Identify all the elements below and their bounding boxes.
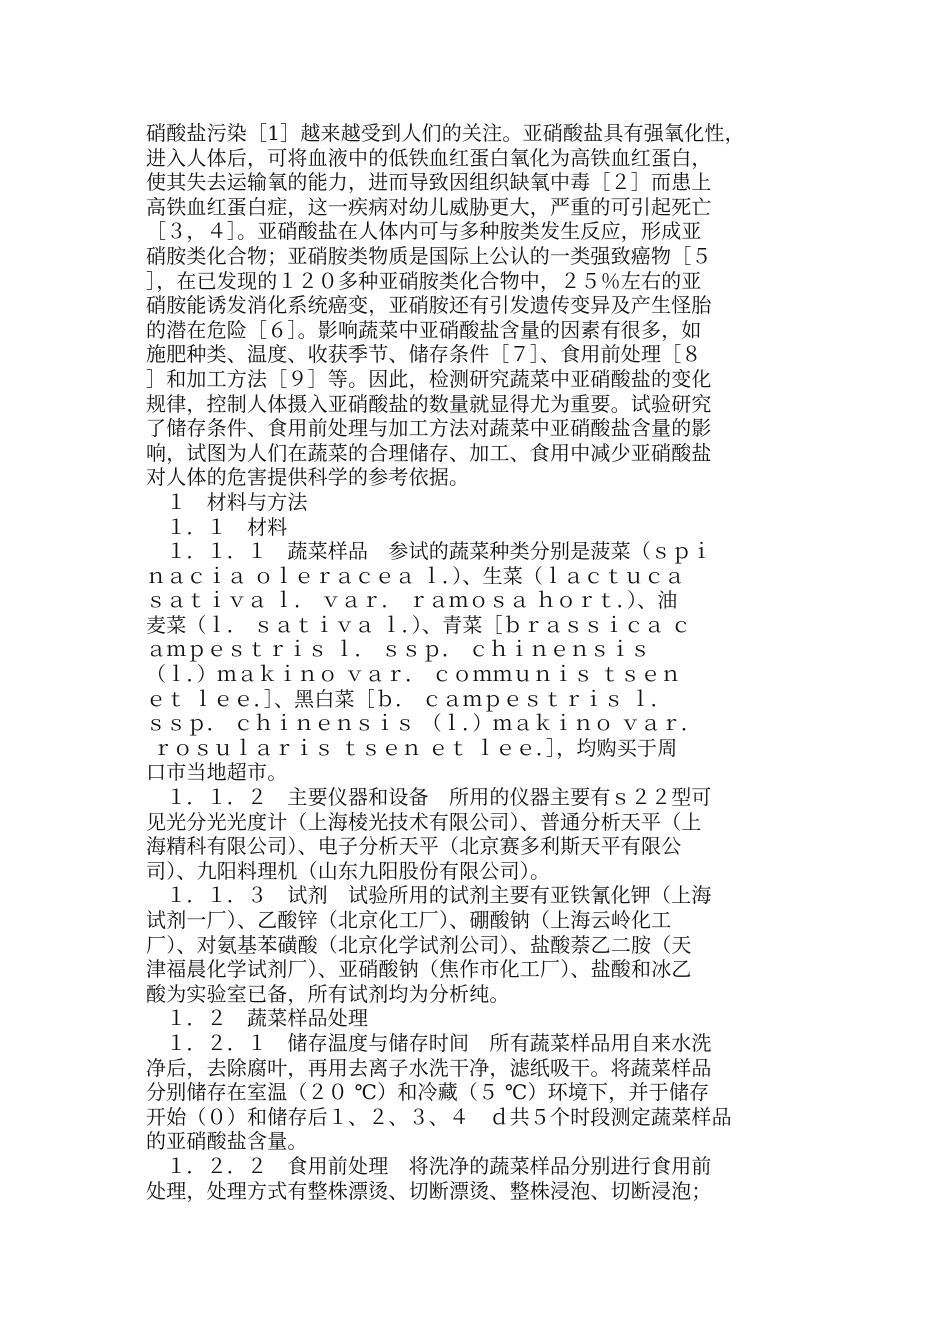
text-line: 使其失去运输氧的能力，进而导致因组织缺氧中毒［２］而患上 — [146, 170, 712, 195]
text-line: 硝胺类化合物；亚硝胺类物质是国际上公认的一类强致癌物［５ — [146, 243, 712, 268]
text-line: ｅｔ ｌｅｅ．］、黑白菜［ｂ． ｃａｍｐｅｓｔｒｉｓ ｌ． — [146, 686, 671, 711]
text-line: 硝胺能诱发消化系统癌变，亚硝胺还有引发遗传变异及产生怪胎 — [146, 293, 712, 318]
text-line: １．２ 蔬菜样品处理 — [146, 1006, 369, 1031]
text-line: １ 材料与方法 — [146, 489, 308, 514]
text-line: ｒｏｓｕｌａｒｉｓ ｔｓｅｎ ｅｔ ｌｅｅ．］，均购买于周 — [146, 735, 678, 760]
text-line: 酸为实验室已备，所有试剂均为分析纯。 — [146, 981, 510, 1006]
text-line: 规律，控制人体摄入亚硝酸盐的数量就显得尤为重要。试验研究 — [146, 391, 712, 416]
text-line: 硝酸盐污染［1］越来越受到人们的关注。亚硝酸盐具有强氧化性， — [146, 121, 745, 145]
text-line: 的亚硝酸盐含量。 — [146, 1129, 308, 1154]
text-line: ａｍｐｅｓｔｒｉｓ ｌ． ｓｓｐ． ｃｈｉｎｅｎｓｉｓ — [146, 637, 651, 662]
text-line: ｓａｔｉｖａ ｌ． ｖａｒ． ｒａｍｏｓａ ｈｏｒｔ．）、油 — [146, 588, 678, 613]
text-line: 见光分光光度计（上海棱光技术有限公司）、普通分析天平（上 — [146, 809, 702, 834]
text-line: １．１ 材料 — [146, 514, 288, 539]
text-line: 处理，处理方式有整株漂烫、切断漂烫、整株浸泡、切断浸泡； — [146, 1178, 712, 1203]
text-line: １．２．２ 食用前处理 将洗净的蔬菜样品分别进行食用前 — [146, 1153, 712, 1178]
text-line: 开始（０）和储存后１、２、３、４ ｄ共５个时段测定蔬菜样品 — [146, 1104, 732, 1129]
text-line: 试剂一厂）、乙酸锌（北京化工厂）、硼酸钠（上海云岭化工 — [146, 908, 672, 932]
text-line: 响，试图为人们在蔬菜的合理储存、加工、食用中减少亚硝酸盐 — [146, 440, 712, 465]
text-line: 净后，去除腐叶，再用去离子水洗干净，滤纸吸干。将蔬菜样品 — [146, 1055, 712, 1080]
text-line: 对人体的危害提供科学的参考依据。 — [146, 465, 470, 490]
text-line: 厂）、对氨基苯磺酸（北京化学试剂公司）、盐酸萘乙二胺（天 — [146, 932, 692, 957]
text-line: （ｌ．）ｍａｋｉｎｏ ｖａｒ． ｃｏｍｍｕｎｉｓ ｔｓｅｎ — [146, 662, 681, 687]
text-line: 的潜在危险［６］。影响蔬菜中亚硝酸盐含量的因素有很多，如 — [146, 317, 702, 342]
text-line: ［３，４］。亚硝酸盐在人体内可与多种胺类发生反应，形成亚 — [146, 219, 702, 244]
text-line: 分别储存在室温（２０ ℃）和冷藏（５ ℃）环境下，并于储存 — [146, 1080, 710, 1105]
text-line: 进入人体后，可将血液中的低铁血红蛋白氧化为高铁血红蛋白， — [146, 145, 712, 170]
text-line: １．２．１ 储存温度与储存时间 所有蔬菜样品用自来水洗 — [146, 1030, 712, 1055]
text-line: １．１．３ 试剂 试验所用的试剂主要有亚铁氰化钾（上海 — [146, 883, 712, 908]
text-line: ｓｓｐ． ｃｈｉｎｅｎｓｉｓ （ｌ．）ｍａｋｉｎｏ ｖａｒ． — [146, 711, 702, 736]
document-body-text — [146, 121, 806, 1203]
text-line: １．１．１ 蔬菜样品 参试的蔬菜种类分别是菠菜（ｓｐｉ — [146, 539, 712, 564]
text-line: １．１．２ 主要仪器和设备 所用的仪器主要有ｓ２２型可 — [146, 785, 712, 810]
text-line: ］和加工方法［９］等。因此，检测研究蔬菜中亚硝酸盐的变化 — [146, 366, 712, 391]
text-line: ｎａｃｉａ ｏｌｅｒａｃｅａ ｌ．）、生菜（ｌａｃｔｕｃａ — [146, 563, 685, 588]
text-line: 津福晨化学试剂厂）、亚硝酸钠（焦作市化工厂）、盐酸和冰乙 — [146, 957, 692, 982]
text-line: 了储存条件、食用前处理与加工方法对蔬菜中亚硝酸盐含量的影 — [146, 416, 712, 441]
text-line: 麦菜（ｌ． ｓａｔｉｖａ ｌ．）、青菜［ｂｒａｓｓｉｃａ ｃ — [146, 612, 692, 637]
text-line: 施肥种类、温度、收获季节、储存条件［７］、食用前处理［８ — [146, 342, 702, 367]
text-line: 高铁血红蛋白症，这一疾病对幼儿威胁更大，严重的可引起死亡 — [146, 194, 712, 219]
text-line: 海精科有限公司）、电子分析天平（北京赛多利斯天平有限公 — [146, 834, 682, 859]
text-line: 口市当地超市。 — [146, 760, 288, 785]
text-line: 司）、九阳料理机（山东九阳股份有限公司）。 — [146, 858, 551, 883]
text-line: ］，在已发现的１２０多种亚硝胺类化合物中，２５％左右的亚 — [146, 268, 702, 293]
